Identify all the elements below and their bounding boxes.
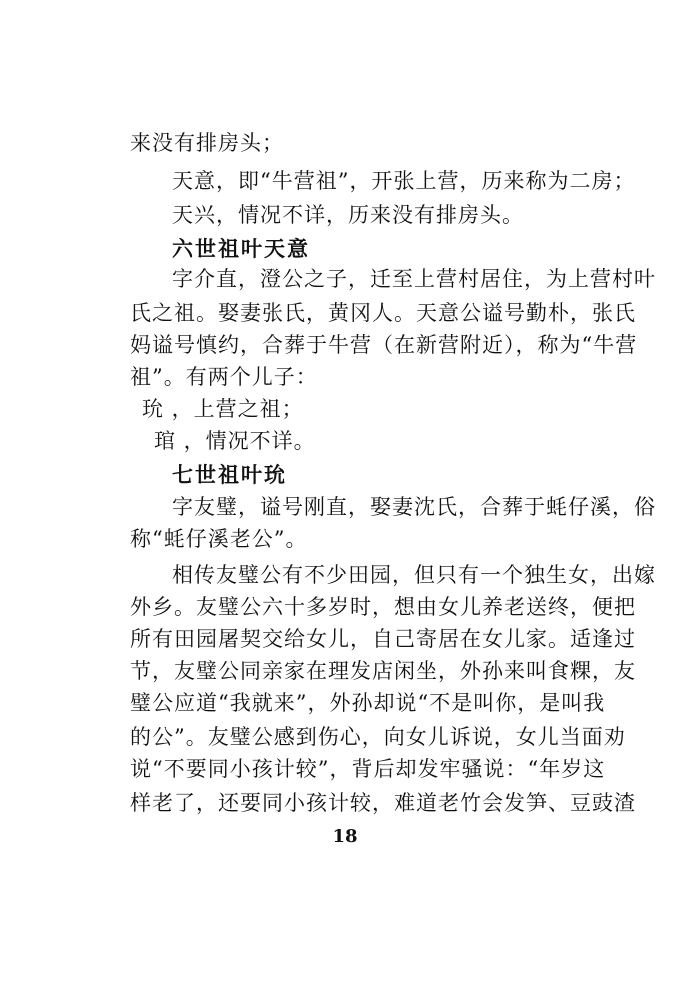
text-line: 来没有排房头； [130, 131, 284, 155]
text-line: 称“蚝仔溪老公”。 [130, 527, 308, 551]
text-line: 所有田园屠契交给女儿，自己寄居在女儿家。适逢过 [130, 627, 636, 651]
text-line: 节，友璧公同亲家在理发店闲坐，外孙来叫食粿，友 [130, 659, 636, 683]
page-number: 18 [332, 826, 358, 847]
text-line: 天兴，情况不详，历来没有排房头。 [172, 203, 524, 227]
text-line: 琯 ，情况不详。 [154, 429, 316, 453]
text-line: 字介直，澄公之子，迁至上营村居住，为上营村叶 [172, 267, 656, 291]
text-line: 玧 ，上营之祖； [142, 397, 304, 421]
text-line: 妈谥号慎约，合葬于牛营（在新营附近），称为“牛营 [130, 333, 638, 357]
text-line: 的公”。友璧公感到伤心，向女儿诉说，女儿当面劝 [130, 725, 626, 749]
text-line: 相传友璧公有不少田园，但只有一个独生女，出嫁 [172, 563, 656, 587]
section-heading: 七世祖叶玧 [172, 463, 287, 487]
text-line: 样老了，还要同小孩计较，难道老竹会发笋、豆豉渣 [130, 791, 636, 815]
text-line: 外乡。友璧公六十多岁时，想由女儿养老送终，便把 [130, 595, 636, 619]
text-line: 璧公应道“我就来”，外孙却说“不是叫你，是叫我 [130, 691, 606, 715]
text-line: 氏之祖。娶妻张氏，黄冈人。天意公谥号勤朴，张氏 [130, 301, 636, 325]
text-line: 说“不要同小孩计较”，背后却发牢骚说：“年岁这 [130, 757, 606, 781]
text-line: 字友璧，谥号刚直，娶妻沈氏，合葬于蚝仔溪，俗 [172, 495, 656, 519]
text-line: 祖”。有两个儿子： [130, 365, 318, 389]
text-line: 天意，即“牛营祖”，开张上营，历来称为二房； [172, 169, 636, 193]
section-heading: 六世祖叶天意 [172, 237, 310, 261]
